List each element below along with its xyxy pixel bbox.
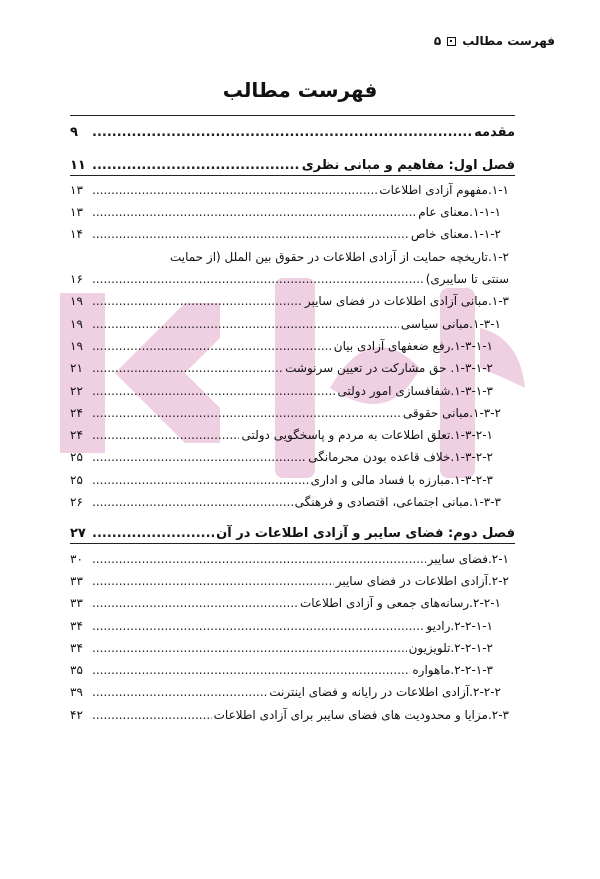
toc-entry[interactable]: ۱-۳-۲-۳.مبارزه با فساد مالی و اداری ..... ۲۵ bbox=[70, 465, 515, 487]
toc-entry[interactable]: ۱-۳-۳.مبانی اجتماعی، اقتصادی و فرهنگی ..... ۲۶ bbox=[70, 488, 515, 510]
square-ornament-icon bbox=[447, 37, 456, 46]
toc-chapter-1[interactable]: فصل اول: مفاهیم و مبانی نظری ..... ۱۱ bbox=[70, 151, 515, 173]
toc-entry[interactable]: ۱-۳.مبانی آزادی اطلاعات در فضای سایبر ..... ۱۹ bbox=[70, 287, 515, 309]
toc-entry[interactable]: ۱-۳-۲-۲.خلاف قاعده بودن محرمانگی ..... ۲۵ bbox=[70, 443, 515, 465]
toc-entry[interactable]: سنتی تا سایبری) ..... ۱۶ bbox=[70, 265, 515, 287]
toc-entry-first-line[interactable]: ۱-۲.تاریخچه حمایت از آزادی اطلاعات در حقوق بین الملل (از حمایت bbox=[169, 249, 509, 264]
toc-entry[interactable]: ۲-۲-۱-۱.رادیو ..... ۳۴ bbox=[70, 611, 515, 633]
toc-entry[interactable]: ۲-۱.فضای سایبر ..... ۳۰ bbox=[70, 544, 515, 566]
toc-entry-intro[interactable]: مقدمه ..... ۹ bbox=[70, 119, 515, 141]
toc-entry[interactable]: ۱-۳-۱-۱.رفع ضعفهای آزادی بیان ..... ۱۹ bbox=[70, 332, 515, 354]
toc-entry[interactable]: ۱-۳-۲.مبانی حقوقی ..... ۲۴ bbox=[70, 399, 515, 421]
toc-entry[interactable]: ۲-۲-۱.رسانه‌های جمعی و آزادی اطلاعات ..... ۳۳ bbox=[70, 589, 515, 611]
toc-entry[interactable]: ۲-۲-۲.آزادی اطلاعات در رایانه و فضای اینترنت ..... ۳۹ bbox=[70, 678, 515, 700]
running-header bbox=[434, 34, 555, 48]
toc-entry[interactable]: ۱-۳-۲-۱.تعلق اطلاعات به مردم و پاسخگویی دولتی ..... ۲۴ bbox=[70, 421, 515, 443]
toc-entry[interactable]: ۱-۳-۱-۲. حق مشارکت در تعیین سرنوشت ..... ۲۱ bbox=[70, 354, 515, 376]
toc-entry[interactable]: ۱-۱.مفهوم آزادی اطلاعات ..... ۱۳ bbox=[70, 176, 515, 198]
toc-entry[interactable]: ۲-۲-۱-۳.ماهواره ..... ۳۵ bbox=[70, 656, 515, 678]
header-page-number: ۵ bbox=[433, 34, 442, 48]
toc-chapter-2[interactable]: فصل دوم: فضای سایبر و آزادی اطلاعات در آن ..... ۲۷ bbox=[70, 520, 515, 542]
toc-entry[interactable]: ۱-۱-۲.معنای خاص ..... ۱۴ bbox=[70, 220, 515, 242]
header-text: فهرست مطالب bbox=[462, 34, 555, 48]
toc-entry[interactable]: ۲-۲-۱-۲.تلویزیون ..... ۳۴ bbox=[70, 634, 515, 656]
table-of-contents bbox=[70, 119, 515, 723]
toc-entry[interactable]: ۱-۳-۱-۳.شفافسازی امور دولتی ..... ۲۲ bbox=[70, 376, 515, 398]
title-divider bbox=[70, 115, 515, 116]
page-title: فهرست مطالب bbox=[222, 78, 378, 102]
toc-entry[interactable]: ۱-۳-۱.مبانی سیاسی ..... ۱۹ bbox=[70, 309, 515, 331]
toc-entry[interactable]: ۱-۱-۱.معنای عام ..... ۱۳ bbox=[70, 198, 515, 220]
toc-entry[interactable]: ۲-۲.آزادی اطلاعات در فضای سایبر ..... ۳۳ bbox=[70, 567, 515, 589]
toc-entry[interactable]: ۲-۳.مزایا و محدودیت های فضای سایبر برای آزادی اطلاعات ..... ۴۲ bbox=[70, 700, 515, 722]
